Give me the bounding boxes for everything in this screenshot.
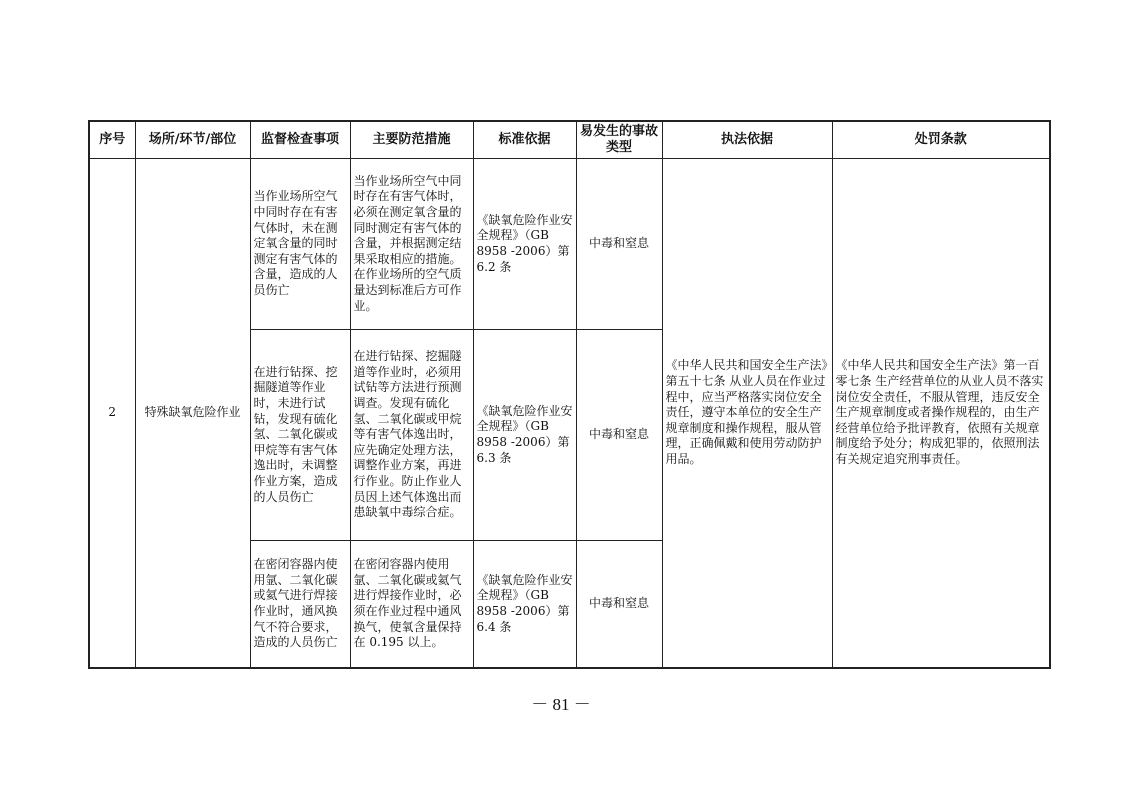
header-seq: 序号 (89, 121, 135, 159)
inspection-item-cell: 当作业场所空气中同时存在有害气体时，未在测定氧含量的同时测定有害气体的含量，造成的人员伤亡 (250, 159, 350, 330)
page-number: － 81 － (531, 695, 591, 714)
regulation-table-page (88, 120, 1049, 669)
standard-cell: 《缺氧危险作业安全规程》（GB 8958 -2006）第 6.4 条 (473, 541, 576, 669)
penalty-cell: 《中华人民共和国安全生产法》第一百零七条 生产经营单位的从业人员不落实岗位安全责任，不服从管理，违反安全生产规章制度或者操作规程的，由生产经营单位给予批评教育，依照有关规章制度给予处分；构成犯罪的，依照刑法有关规定追究刑事责任。 (832, 159, 1050, 669)
accident-type-cell: 中毒和窒息 (576, 159, 662, 330)
law-basis-cell: 《中华人民共和国安全生产法》第五十七条 从业人员在作业过程中，应当严格落实岗位安全责任，遵守本单位的安全生产规章制度和操作规程，服从管理，正确佩戴和使用劳动防护用品。 (662, 159, 832, 669)
header-place: 场所/环节/部位 (135, 121, 250, 159)
header-law-basis: 执法依据 (662, 121, 832, 159)
inspection-item-cell: 在进行钻探、挖掘隧道等作业时，未进行试钻，发现有硫化氢、二氧化碳或甲烷等有害气体逸出时，未调整作业方案，造成的人员伤亡 (250, 330, 350, 541)
inspection-table (88, 120, 1051, 669)
header-penalty: 处罚条款 (832, 121, 1050, 159)
table-row (89, 159, 1050, 330)
measure-cell: 在密闭容器内使用氩、二氧化碳或氦气进行焊接作业时，必须在作业过程中通风换气，使氧含量保持在 0.195 以上。 (350, 541, 473, 669)
accident-type-cell: 中毒和窒息 (576, 541, 662, 669)
standard-cell: 《缺氧危险作业安全规程》（GB 8958 -2006）第 6.2 条 (473, 159, 576, 330)
measure-cell: 在进行钻探、挖掘隧道等作业时，必须用试钻等方法进行预测调查。发现有硫化氢、二氧化碳或甲烷等有害气体逸出时，应先确定处理方法，调整作业方案，再进行作业。防止作业人员因上述气体逸出而患缺氧中毒综合症。 (350, 330, 473, 541)
accident-type-cell: 中毒和窒息 (576, 330, 662, 541)
header-measures: 主要防范措施 (350, 121, 473, 159)
seq-cell: 2 (89, 159, 135, 669)
standard-cell: 《缺氧危险作业安全规程》（GB 8958 -2006）第 6.3 条 (473, 330, 576, 541)
measure-cell: 当作业场所空气中同时存在有害气体时，必须在测定氧含量的同时测定有害气体的含量，并根据测定结果采取相应的措施。在作业场所的空气质量达到标准后方可作业。 (350, 159, 473, 330)
header-inspection-item: 监督检查事项 (250, 121, 350, 159)
header-accident-type: 易发生的事故类型 (576, 121, 662, 159)
place-cell: 特殊缺氧危险作业 (135, 159, 250, 669)
header-standard: 标准依据 (473, 121, 576, 159)
table-header-row (89, 121, 1050, 159)
inspection-item-cell: 在密闭容器内使用氩、二氧化碳或氦气进行焊接作业时，通风换气不符合要求，造成的人员伤亡 (250, 541, 350, 669)
